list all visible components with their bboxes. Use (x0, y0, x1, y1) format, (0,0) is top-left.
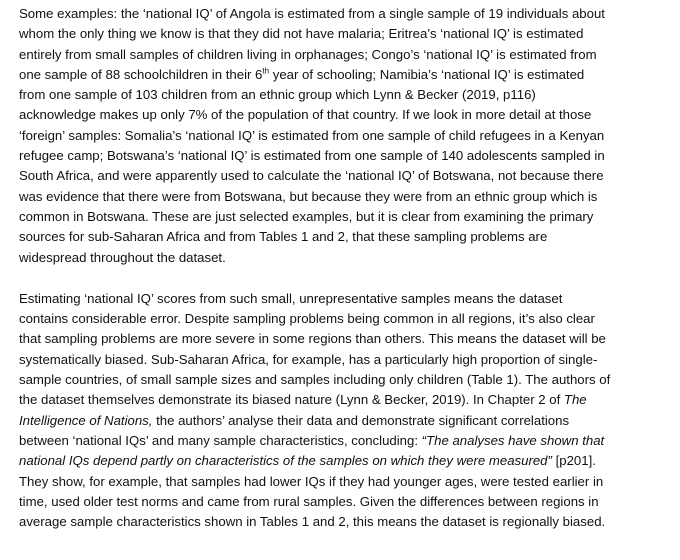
text-run: contains considerable error. Despite sampling problems being common in all regions, it’s also clear (19, 311, 595, 327)
text-run: one sample of 88 schoolchildren in their 6 (19, 66, 263, 82)
text-line (19, 451, 668, 471)
paragraph-dataset-bias (19, 289, 668, 533)
text-run: [p201]. (551, 453, 596, 469)
text-line (19, 24, 668, 44)
text-run: whom the only thing we know is that they did not have malaria; Eritrea’s ‘national IQ’ is estimated (19, 26, 584, 42)
text-run: widespread throughout the dataset. (19, 249, 226, 265)
text-line (19, 370, 668, 390)
text-line (19, 289, 668, 309)
text-run: average sample characteristics shown in Tables 1 and 2, this means the dataset is regionally biased. (19, 514, 606, 530)
text-run: was evidence that there were from Botswana, but because they were from an ethnic group which is (19, 188, 598, 204)
text-run: Estimating ‘national IQ’ scores from such small, unrepresentative samples means the dataset (19, 290, 563, 306)
italic-text: national IQs depend partly on characteristics of the samples on which they were measured” (19, 453, 552, 469)
text-line (19, 431, 668, 451)
text-line (19, 126, 668, 146)
text-line (19, 390, 668, 410)
italic-text: The (563, 392, 587, 408)
text-line (19, 350, 668, 370)
text-run: that sampling problems are more severe in some regions than others. This means the dataset will be (19, 331, 606, 347)
text-line (19, 248, 668, 268)
text-run: the authors’ analyse their data and demonstrate significant correlations (152, 412, 570, 428)
text-line (19, 512, 668, 532)
italic-text: Intelligence of Nations, (19, 412, 153, 428)
text-line (19, 492, 668, 512)
text-run: from one sample of 103 children from an ethnic group which Lynn & Becker (2019, p116) (19, 87, 536, 103)
text-line (19, 85, 668, 105)
paragraph-sampling-examples (19, 4, 668, 268)
text-line (19, 472, 668, 492)
text-line (19, 45, 668, 65)
text-run: Some examples: the ‘national IQ’ of Angola is estimated from a single sample of 19 individuals about (19, 6, 605, 21)
text-run: between ‘national IQs’ and many sample characteristics, concluding: (19, 432, 422, 448)
superscript-text: th (262, 66, 270, 76)
text-line (19, 207, 668, 227)
text-run: the dataset themselves demonstrate its biased nature (Lynn & Becker, 2019). In Chapter 2 of (19, 392, 564, 408)
text-run: South Africa, and were apparently used to calculate the ‘national IQ’ of Botswana, not because there (19, 168, 604, 184)
text-line (19, 329, 668, 349)
text-line (19, 146, 668, 166)
text-line (19, 309, 668, 329)
text-run: systematically biased. Sub-Saharan Africa, for example, has a particularly high proportion of single- (19, 351, 598, 367)
text-line (19, 65, 668, 85)
text-line (19, 166, 668, 186)
text-line (19, 411, 668, 431)
text-run: year of schooling; Namibia’s ‘national IQ’ is estimated (269, 66, 585, 82)
text-run: time, used older test norms and came from rural samples. Given the differences between regions in (19, 493, 599, 509)
text-run: ‘foreign’ samples: Somalia’s ‘national IQ’ is estimated from one sample of child refugees in a Kenyan (19, 127, 605, 143)
text-run: sources for sub-Saharan Africa and from Tables 1 and 2, that these sampling problems are (19, 229, 548, 245)
text-run: entirely from small samples of children living in orphanages; Congo’s ‘national IQ’ is estimated from (19, 46, 597, 62)
text-line (19, 227, 668, 247)
text-line (19, 4, 668, 24)
italic-text: “The analyses have shown that (421, 432, 605, 448)
text-run: acknowledge makes up only 7% of the population of that country. If we look in more detail at those (19, 107, 592, 123)
text-line (19, 187, 668, 207)
text-line (19, 105, 668, 125)
text-run: sample countries, of small sample sizes and samples including only children (Table 1). The authors of (19, 372, 611, 388)
text-run: They show, for example, that samples had lower IQs if they had younger ages, were tested earlier in (19, 473, 604, 489)
text-run: common in Botswana. These are just selected examples, but it is clear from examining the primary (19, 208, 594, 224)
text-run: refugee camp; Botswana’s ‘national IQ’ is estimated from one sample of 140 adolescents sampled in (19, 148, 605, 164)
